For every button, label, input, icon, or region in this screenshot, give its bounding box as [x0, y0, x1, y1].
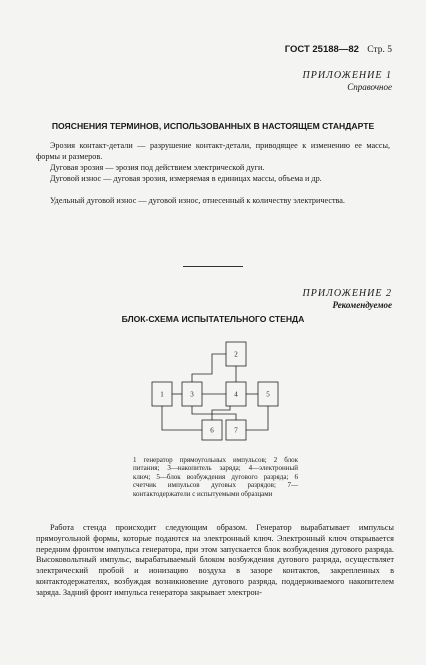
- term-paragraph: Дуговой износ — дуговая эрозия, измеряемая в единицах массы, объема и др.: [50, 174, 322, 183]
- block-6-label: 6: [210, 426, 214, 435]
- block-5-label: 5: [266, 390, 270, 399]
- block-2-label: 2: [234, 350, 238, 359]
- section-divider: [183, 266, 243, 267]
- appendix-1-subtitle: Справочное: [347, 82, 392, 92]
- terms-heading: ПОЯСНЕНИЯ ТЕРМИНОВ, ИСПОЛЬЗОВАННЫХ В НАСТОЯЩЕМ СТАНДАРТЕ: [51, 121, 375, 131]
- block-4-label: 4: [234, 390, 238, 399]
- page-header: [285, 44, 392, 55]
- appendix-2-title: ПРИЛОЖЕНИЕ 2: [302, 288, 392, 299]
- diagram-caption: 1 генератор прямоугольных импульсов; 2 блок питания; 3—накопитель заряда; 4—электронный ключ; 5—блок возбуждения дугового разряда; 6 счетчик импульсов дуговых разрядов; 7—контактодержатели с испытуемыми образцами: [133, 456, 298, 498]
- appendix-2-subtitle: Рекомендуемое: [332, 300, 392, 310]
- appendix-1-title: ПРИЛОЖЕНИЕ 1: [302, 70, 392, 81]
- block-3-label: 3: [190, 390, 194, 399]
- stand-description: Работа стенда происходит следующим образом. Генератор вырабатывает импульсы прямоугольной формы, которые подаются на электронный ключ. Электронный ключ открывается передним фронтом импульса генератора, при этом запускается блок возбуждения дугового разряда. Высоковольтный импульс, вырабатываемый блоком возбуждения дугового разряда, осуществляет электрический пробой и ионизацию воздуха в зазоре контактов, закрепленных в контактодержателях, возбуждая возникновение дугового разряда, поддерживаемого накопителем заряда. Задний фронт импульса генератора закрывает электрон-: [36, 523, 394, 597]
- appendix-1-label: [303, 70, 393, 92]
- block-1-label: 1: [160, 390, 164, 399]
- page-number: Стр. 5: [367, 45, 392, 55]
- term-paragraph: Дуговая эрозия — эрозия под действием электрической дуги.: [50, 163, 265, 172]
- block-7-label: 7: [234, 426, 238, 435]
- term-paragraph: Эрозия контакт-детали — разрушение контакт-детали, приводящее к изменению ее массы, формы и размеров.: [36, 141, 390, 161]
- appendix-2-label: [303, 288, 393, 310]
- standard-number: ГОСТ 25188—82: [284, 44, 359, 55]
- block-diagram-heading: БЛОК-СХЕМА ИСПЫТАТЕЛЬНОГО СТЕНДА: [121, 314, 305, 324]
- term-paragraph: Удельный дуговой износ — дуговой износ, отнесенный к количеству электричества.: [50, 196, 345, 205]
- block-diagram: [150, 340, 285, 448]
